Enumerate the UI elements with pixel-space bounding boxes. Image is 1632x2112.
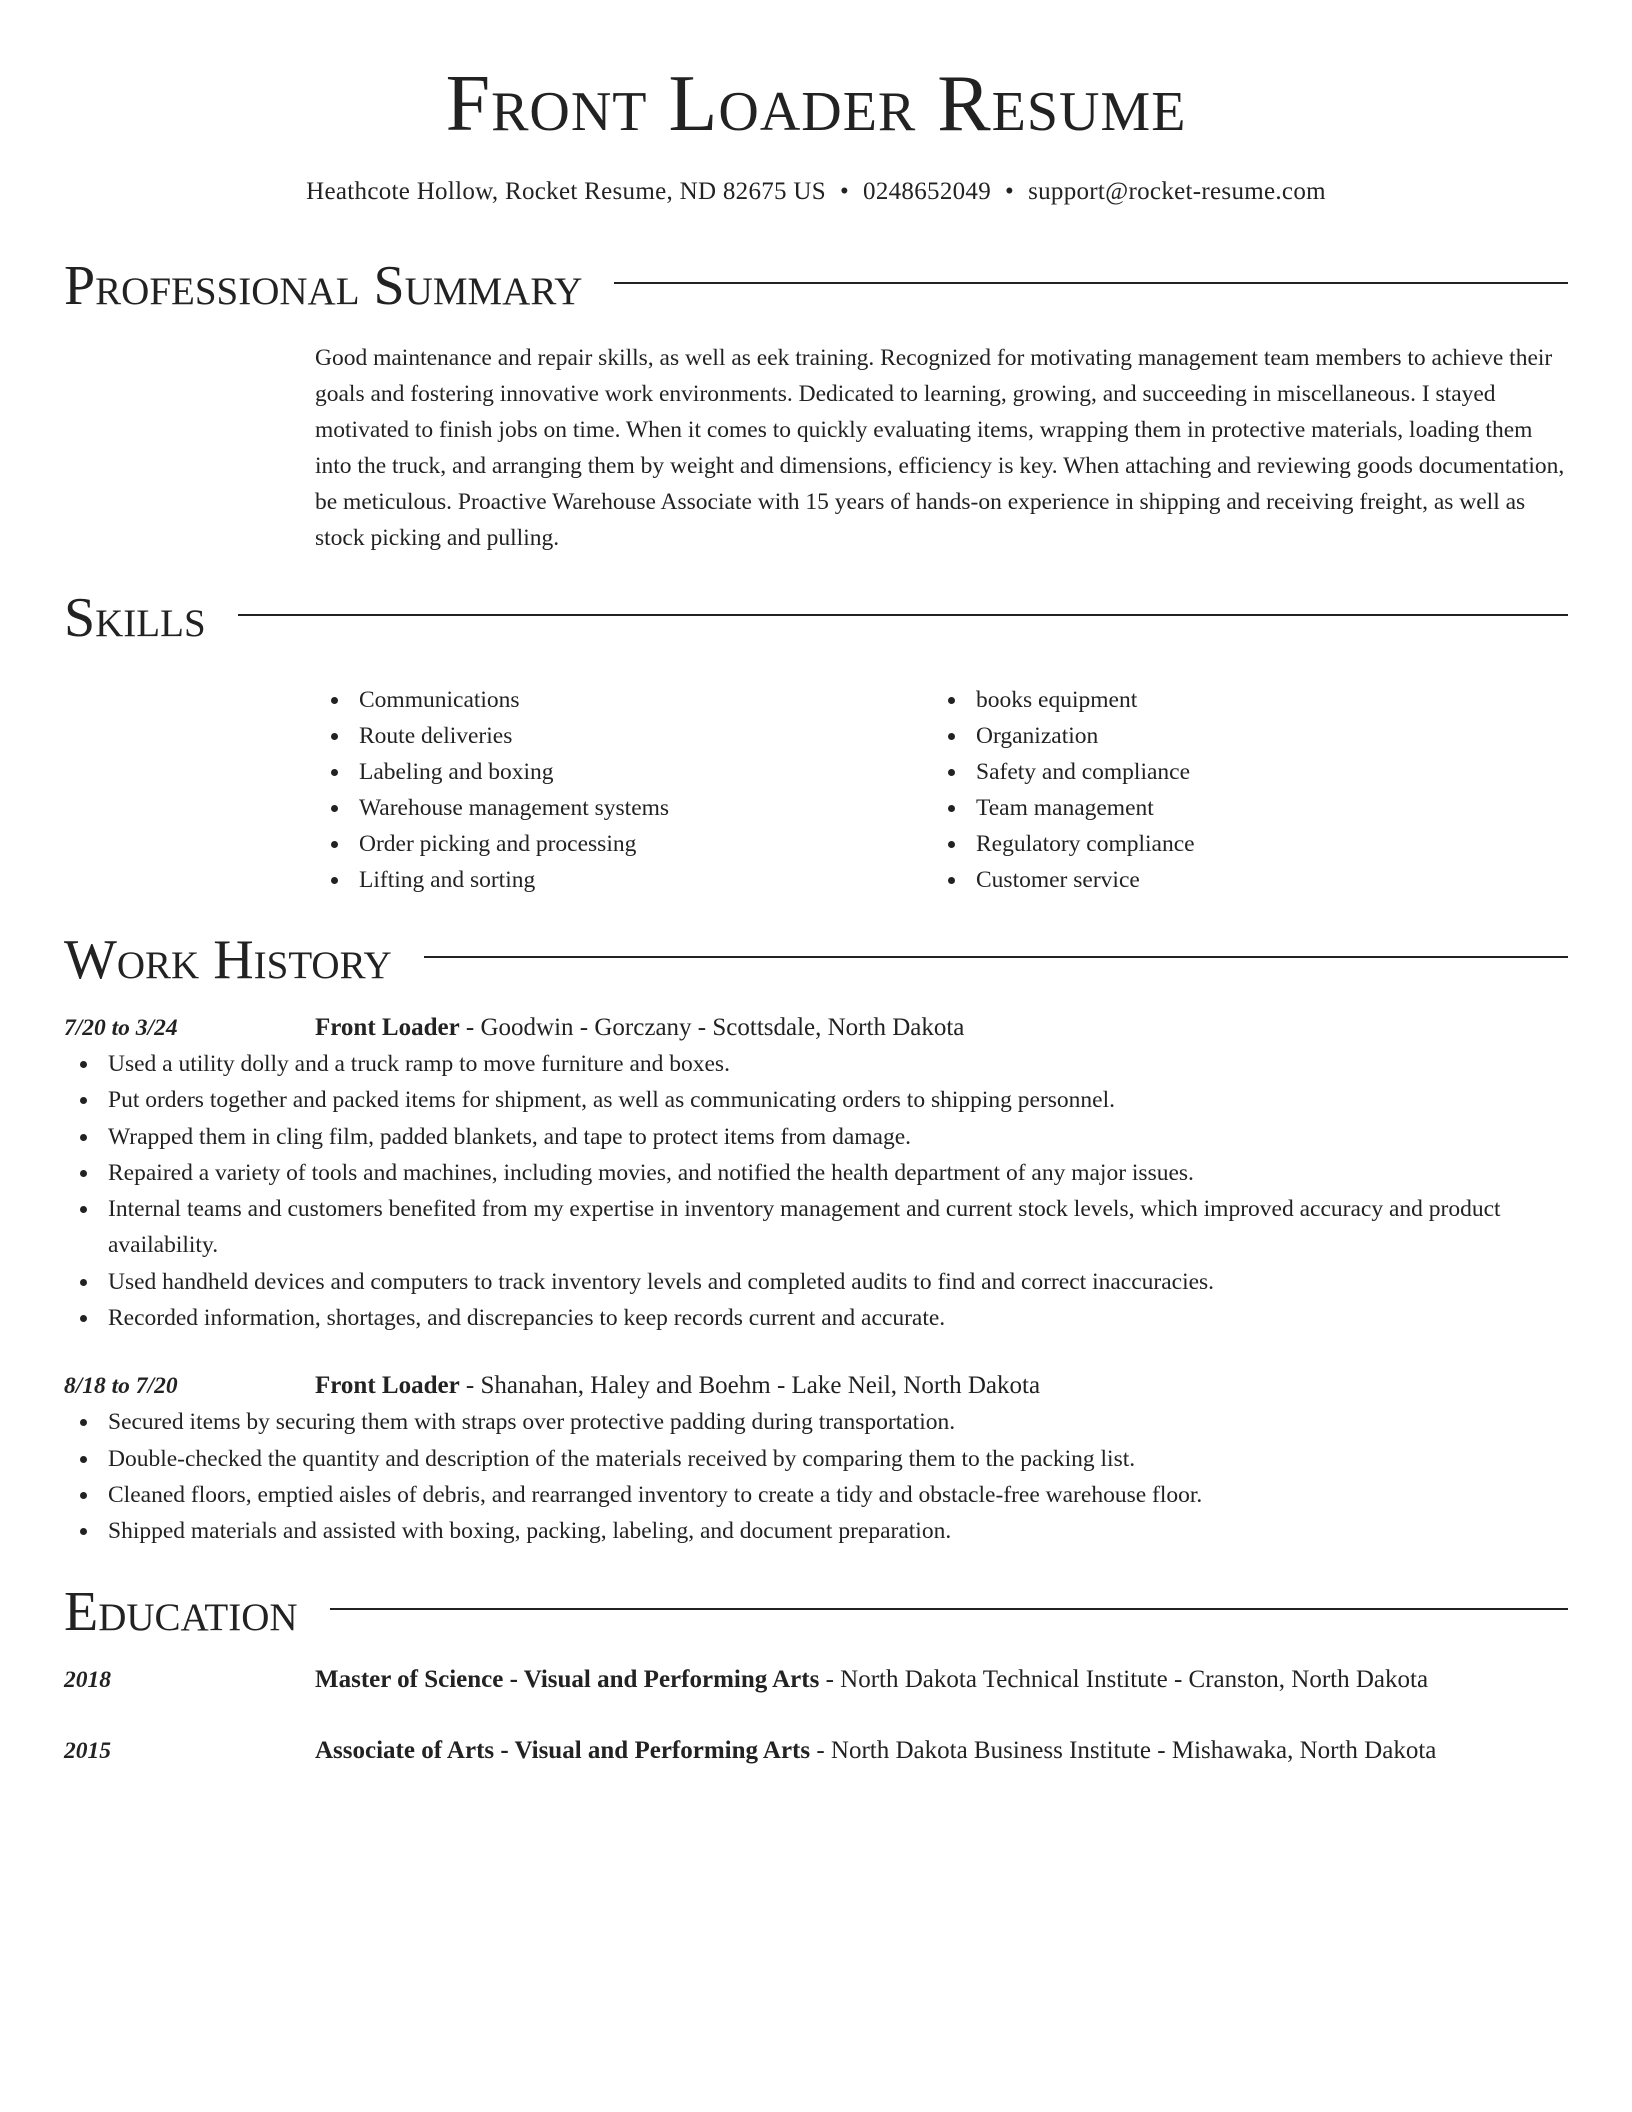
education-year: 2018 <box>64 1666 111 1693</box>
job-duty: Used handheld devices and computers to track inventory levels and completed audits to find and correct inaccuracies. <box>64 1264 1568 1300</box>
section-divider <box>614 282 1568 284</box>
education-line <box>315 1662 1428 1698</box>
section-divider <box>330 1608 1568 1610</box>
skill-item: Communications <box>315 682 932 718</box>
skill-item: Team management <box>932 790 1549 826</box>
resume-title: Front Loader Resume <box>445 60 1187 148</box>
education-school: - North Dakota Technical Institute - Cranston, North Dakota <box>819 1665 1429 1693</box>
job-date: 8/18 to 7/20 <box>64 1373 178 1400</box>
work-section-heading <box>64 929 1568 991</box>
job-duty: Repaired a variety of tools and machines, including movies, and notified the health department of any major issues. <box>64 1155 1568 1191</box>
job-duty: Put orders together and packed items for shipment, as well as communicating orders to shipping personnel. <box>64 1082 1568 1118</box>
skill-item: Regulatory compliance <box>932 826 1549 862</box>
skill-item: Labeling and boxing <box>315 754 932 790</box>
education-heading-text: Education <box>64 1580 298 1643</box>
job-date: 7/20 to 3/24 <box>64 1015 178 1041</box>
education-line <box>315 1733 1436 1769</box>
education-degree: Master of Science - Visual and Performing Arts <box>315 1665 820 1693</box>
job-duty: Secured items by securing them with straps over protective padding during transportation. <box>64 1404 1568 1440</box>
skill-item: Customer service <box>932 862 1549 898</box>
job-duty: Shipped materials and assisted with boxing, packing, labeling, and document preparation. <box>64 1513 1568 1549</box>
job-duty: Double-checked the quantity and description of the materials received by comparing them to the packing list. <box>64 1441 1568 1477</box>
job-title: Front Loader <box>315 1014 460 1041</box>
skill-item: books equipment <box>932 682 1549 718</box>
contact-email: support@rocket-resume.com <box>1028 178 1326 205</box>
skill-item: Order picking and processing <box>315 826 932 862</box>
skills-list <box>315 682 1568 898</box>
contact-address: Heathcote Hollow, Rocket Resume, ND 82675 US <box>306 178 826 205</box>
skill-item: Organization <box>932 718 1549 754</box>
education-degree: Associate of Arts - Visual and Performing Arts <box>315 1736 811 1764</box>
job-title: Front Loader <box>315 1372 460 1400</box>
education-school: - North Dakota Business Institute - Mishawaka, North Dakota <box>810 1736 1437 1764</box>
summary-heading-text: Professional Summary <box>64 255 583 317</box>
job-entry <box>64 1010 1568 1336</box>
skill-item: Route deliveries <box>315 718 932 754</box>
skill-item: Safety and compliance <box>932 754 1549 790</box>
education-section-heading <box>64 1580 1568 1643</box>
job-duty: Wrapped them in cling film, padded blankets, and tape to protect items from damage. <box>64 1119 1568 1155</box>
contact-separator: • <box>839 178 850 205</box>
job-duty: Recorded information, shortages, and discrepancies to keep records current and accurate. <box>64 1300 1568 1336</box>
skills-section-heading <box>64 587 1568 649</box>
section-divider <box>238 614 1568 616</box>
job-duty: Used a utility dolly and a truck ramp to move furniture and boxes. <box>64 1046 1568 1082</box>
job-employer: - Goodwin - Gorczany - Scottsdale, North Dakota <box>459 1014 965 1041</box>
job-duty: Cleaned floors, emptied aisles of debris, and rearranged inventory to create a tidy and obstacle-free warehouse floor. <box>64 1477 1568 1513</box>
skill-item: Warehouse management systems <box>315 790 932 826</box>
job-employer: - Shanahan, Haley and Boehm - Lake Neil, North Dakota <box>459 1372 1041 1400</box>
contact-separator: • <box>1005 178 1015 205</box>
summary-paragraph: Good maintenance and repair skills, as well as eek training. Recognized for motivating management team members to achieve their goals and fostering innovative work environments. Dedicated to learning, growing, and succeeding in miscellaneous. I stayed motivated to finish jobs on time. When it comes to quickly evaluating items, wrapping them in protective materials, loading them into the truck, and arranging them by weight and dimensions, efficiency is key. When attaching and reviewing goods documentation, be meticulous. Proactive Warehouse Associate with 15 years of hands-on experience in shipping and receiving freight, as well as stock picking and pulling. <box>315 345 1565 551</box>
job-entry <box>64 1368 1568 1549</box>
skills-column-right <box>932 682 1549 898</box>
job-duties <box>64 1046 1568 1336</box>
section-divider <box>424 956 1568 958</box>
job-duty: Internal teams and customers benefited from my expertise in inventory management and current stock levels, which improved accuracy and product availability. <box>64 1191 1568 1264</box>
work-heading-text: Work History <box>64 929 392 991</box>
education-entry <box>64 1662 1568 1698</box>
education-year: 2015 <box>64 1737 111 1764</box>
job-duties <box>64 1404 1568 1549</box>
contact-line <box>64 178 1568 206</box>
job-title-line <box>315 1368 1040 1404</box>
contact-phone: 0248652049 <box>863 178 992 205</box>
resume-page <box>64 0 1568 1769</box>
skill-item: Lifting and sorting <box>315 862 932 898</box>
summary-section-heading <box>64 255 1568 317</box>
skills-heading-text: Skills <box>64 587 206 649</box>
job-title-line <box>315 1010 964 1046</box>
skills-column-left <box>315 682 932 898</box>
education-entry <box>64 1733 1568 1769</box>
